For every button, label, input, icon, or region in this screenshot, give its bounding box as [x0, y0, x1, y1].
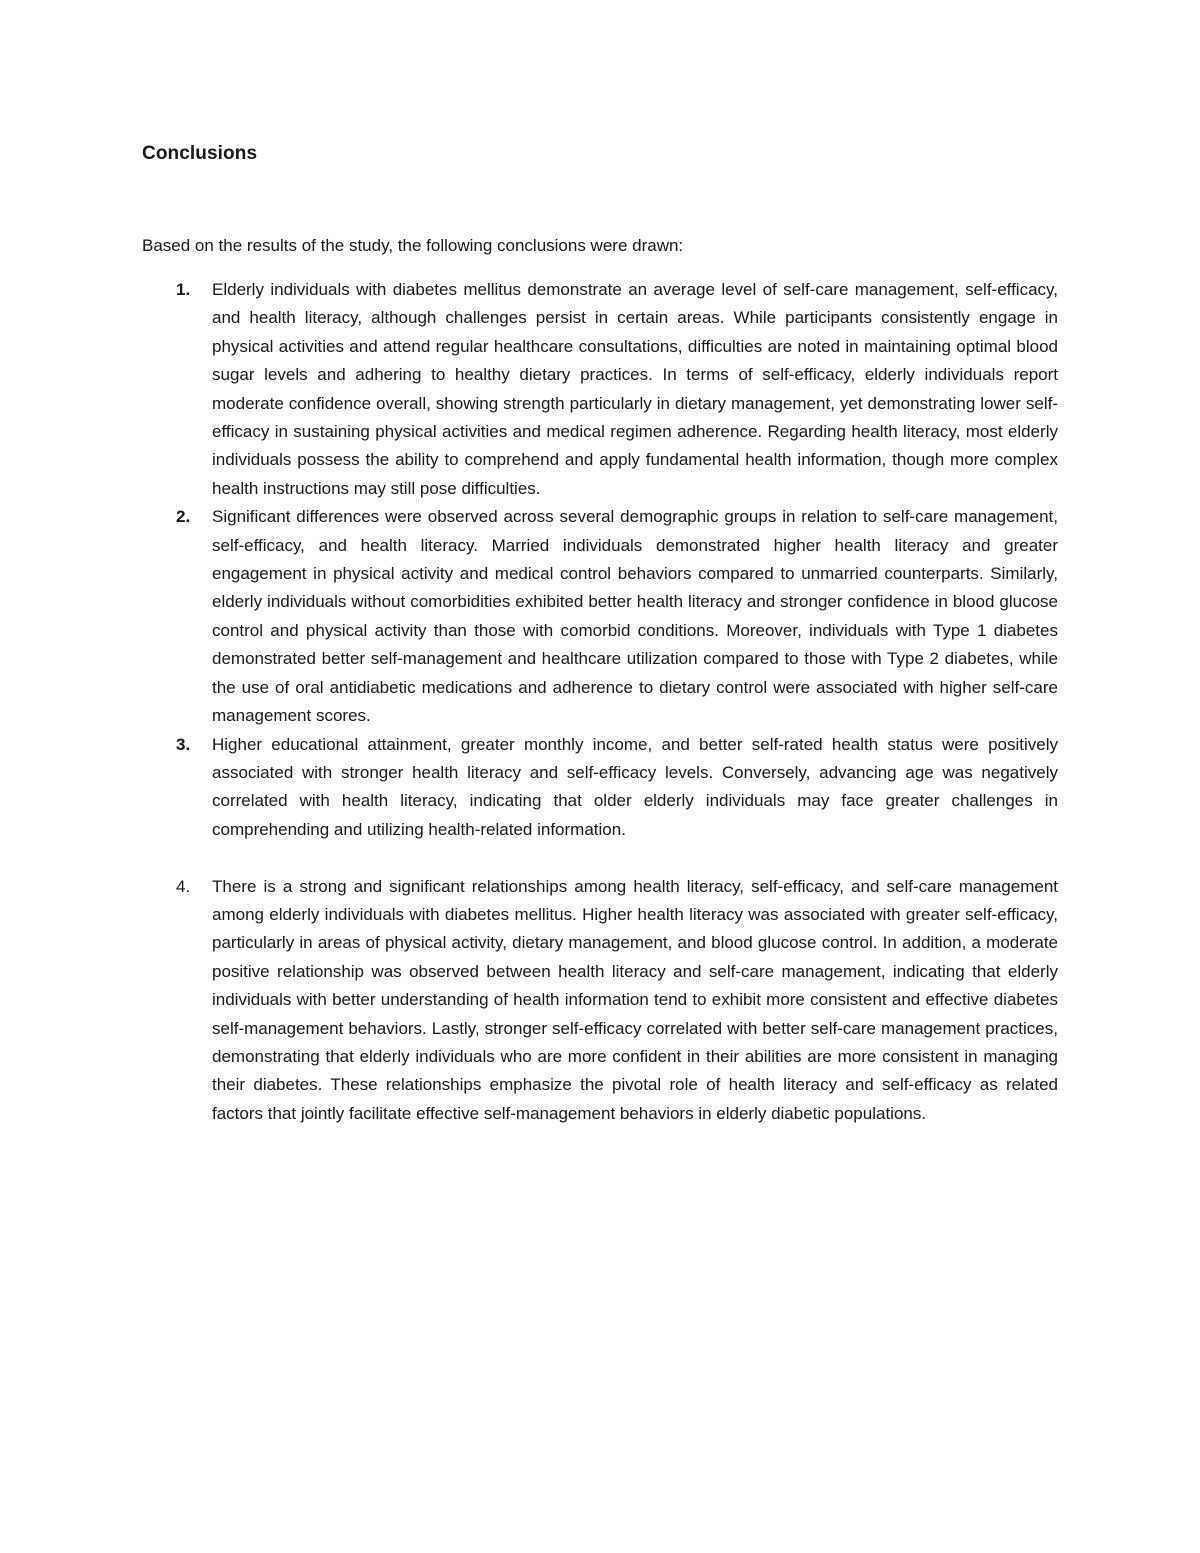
list-item-number: 3. [176, 734, 191, 754]
list-item-text: Significant differences were observed across several demographic groups in relation to self-care management, self-efficacy, and health literacy. Married individuals demonstrated higher health literacy and greater engagement in physical activity and medical control behaviors compared to unmarried counterparts. Similarly, elderly individuals without comorbidities exhibited better health literacy and stronger confidence in blood glucose control and physical activity than those with comorbid conditions. Moreover, individuals with Type 1 diabetes demonstrated better self-management and healthcare utilization compared to those with Type 2 diabetes, while the use of oral antidiabetic medications and adherence to dietary control were associated with higher self-care management scores. [212, 507, 1058, 726]
list-item [176, 873, 1058, 1129]
list-item-number: 1. [176, 280, 191, 299]
list-item [176, 276, 1058, 503]
list-item-text: Higher educational attainment, greater monthly income, and better self-rated health status were positively associated with stronger health literacy and self-efficacy levels. Conversely, advancing age was negatively correlated with health literacy, indicating that older elderly individuals may face greater challenges in comprehending and utilizing health-related information. [212, 734, 1058, 839]
list-item-number: 2. [176, 507, 191, 527]
conclusions-list [176, 276, 1058, 1128]
list-item-text: There is a strong and significant relationships among health literacy, self-efficacy, and self-care management among elderly individuals with diabetes mellitus. Higher health literacy was associated with greater self-efficacy, particularly in areas of physical activity, dietary management, and blood glucose control. In addition, a moderate positive relationship was observed between health literacy and self-care management, indicating that elderly individuals with better understanding of health information tend to exhibit more consistent and effective diabetes self-management behaviors. Lastly, stronger self-efficacy correlated with better self-care management practices, demonstrating that elderly individuals who are more confident in their abilities are more consistent in managing their diabetes. These relationships emphasize the pivotal role of health literacy and self-efficacy as related factors that jointly facilitate effective self-management behaviors in elderly diabetic populations. [212, 876, 1058, 1123]
intro-paragraph: Based on the results of the study, the following conclusions were drawn: [142, 236, 684, 255]
list-item [176, 503, 1058, 730]
list-item [176, 731, 1058, 845]
section-heading: Conclusions [142, 143, 258, 164]
list-item-number: 4. [176, 876, 191, 896]
list-item-text: Elderly individuals with diabetes mellitus demonstrate an average level of self-care management, self-efficacy, and health literacy, although challenges persist in certain areas. While participants consistently engage in physical activities and attend regular healthcare consultations, difficulties are noted in maintaining optimal blood sugar levels and adhering to healthy dietary practices. In terms of self-efficacy, elderly individuals report moderate confidence overall, showing strength particularly in dietary management, yet demonstrating lower self-efficacy in sustaining physical activities and medical regimen adherence. Regarding health literacy, most elderly individuals possess the ability to comprehend and apply fundamental health information, though more complex health instructions may still pose difficulties. [212, 280, 1058, 498]
